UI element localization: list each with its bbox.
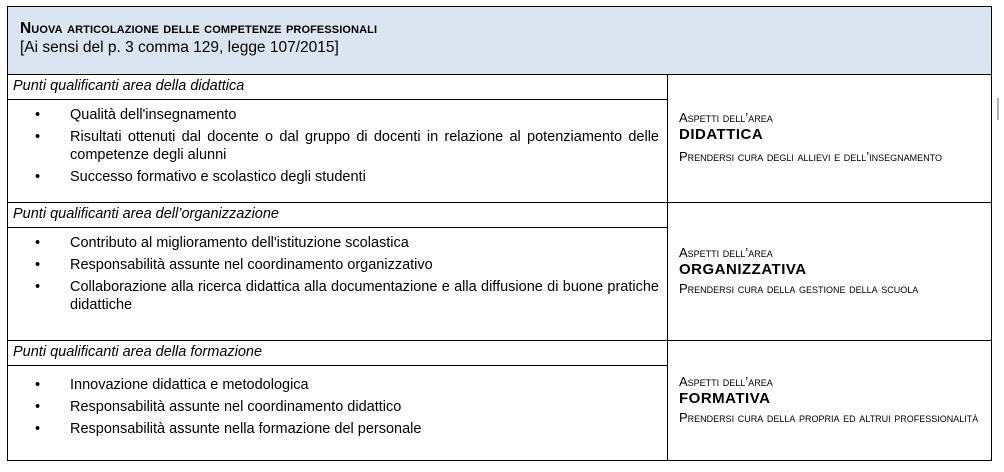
- list-item: [8, 256, 659, 274]
- list-item-text: Innovazione didattica e metodologica: [70, 377, 309, 393]
- aspect-label: Aspetti dell’area: [679, 244, 773, 260]
- aspect-label: Aspetti dell’area: [679, 110, 773, 125]
- list-item: [8, 376, 659, 394]
- bullet-icon: •: [35, 421, 41, 437]
- list-item-text: Collaborazione alla ricerca didattica alla documentazione e alla diffusione di buone pratiche didattiche: [70, 279, 659, 313]
- section-formazione-title-row: [8, 341, 992, 366]
- list-item-text: Qualità dell'insegnamento: [70, 107, 237, 123]
- bullet-icon: •: [35, 129, 41, 145]
- list-item: [8, 278, 659, 314]
- header-row: [8, 7, 992, 75]
- section-didattica-title-row: [8, 75, 992, 100]
- scrollbar-thumb[interactable]: [997, 98, 999, 120]
- aspect-name: FORMATIVA: [679, 389, 771, 407]
- items-cell: [8, 366, 668, 461]
- bullet-icon: •: [35, 399, 41, 415]
- bullet-icon: •: [35, 377, 41, 393]
- aspect-description: Prendersi cura della propria ed altrui professionalità: [679, 409, 979, 425]
- list-item-text: Responsabilità assunte nel coordinamento organizzativo: [70, 257, 433, 273]
- document-title: Nuova articolazione delle competenze professionali: [20, 20, 378, 37]
- section-organizzazione-title-row: [8, 203, 992, 228]
- aspect-cell-organizzativa: [668, 203, 992, 341]
- area-title: Punti qualificanti area dell’organizzazione: [8, 203, 668, 228]
- list-item: [8, 106, 659, 124]
- aspect-name: ORGANIZZATIVA: [679, 260, 807, 278]
- list-item-text: Responsabilità assunte nel coordinamento didattico: [70, 399, 402, 415]
- list-item-text: Responsabilità assunte nella formazione del personale: [70, 421, 422, 437]
- area-title: Punti qualificanti area della didattica: [8, 75, 668, 100]
- list-item-text: Contributo al miglioramento dell'istituzione scolastica: [70, 235, 409, 251]
- area-title: Punti qualificanti area della formazione: [8, 341, 668, 366]
- list-item: [8, 128, 659, 164]
- document-subtitle: [Ai sensi del p. 3 comma 129, legge 107/2015]: [20, 39, 339, 56]
- items-cell: [8, 228, 668, 341]
- bullet-list: [8, 106, 659, 186]
- aspect-label: Aspetti dell’area: [679, 373, 773, 389]
- aspect-name: DIDATTICA: [679, 126, 764, 143]
- bullet-icon: •: [35, 107, 41, 123]
- header-cell: [8, 7, 992, 75]
- aspect-description: Prendersi cura degli allievi e dell’insegnamento: [679, 149, 943, 164]
- list-item: [8, 398, 659, 416]
- aspect-description: Prendersi cura della gestione della scuola: [679, 280, 919, 296]
- list-item: [8, 420, 659, 438]
- bullet-list: [8, 376, 659, 438]
- list-item: [8, 168, 659, 186]
- bullet-icon: •: [35, 235, 41, 251]
- bullet-list: [8, 234, 659, 314]
- bullet-icon: •: [35, 169, 41, 185]
- list-item-text: Risultati ottenuti dal docente o dal gruppo di docenti in relazione al potenziamento delle competenze degli alunni: [70, 129, 659, 163]
- aspect-cell-formativa: [668, 341, 992, 461]
- bullet-icon: •: [35, 279, 41, 295]
- aspect-cell-didattica: [668, 75, 992, 203]
- list-item-text: Successo formativo e scolastico degli studenti: [70, 169, 366, 185]
- items-cell: [8, 100, 668, 203]
- bullet-icon: •: [35, 257, 41, 273]
- list-item: [8, 234, 659, 252]
- competenze-table: [7, 6, 992, 461]
